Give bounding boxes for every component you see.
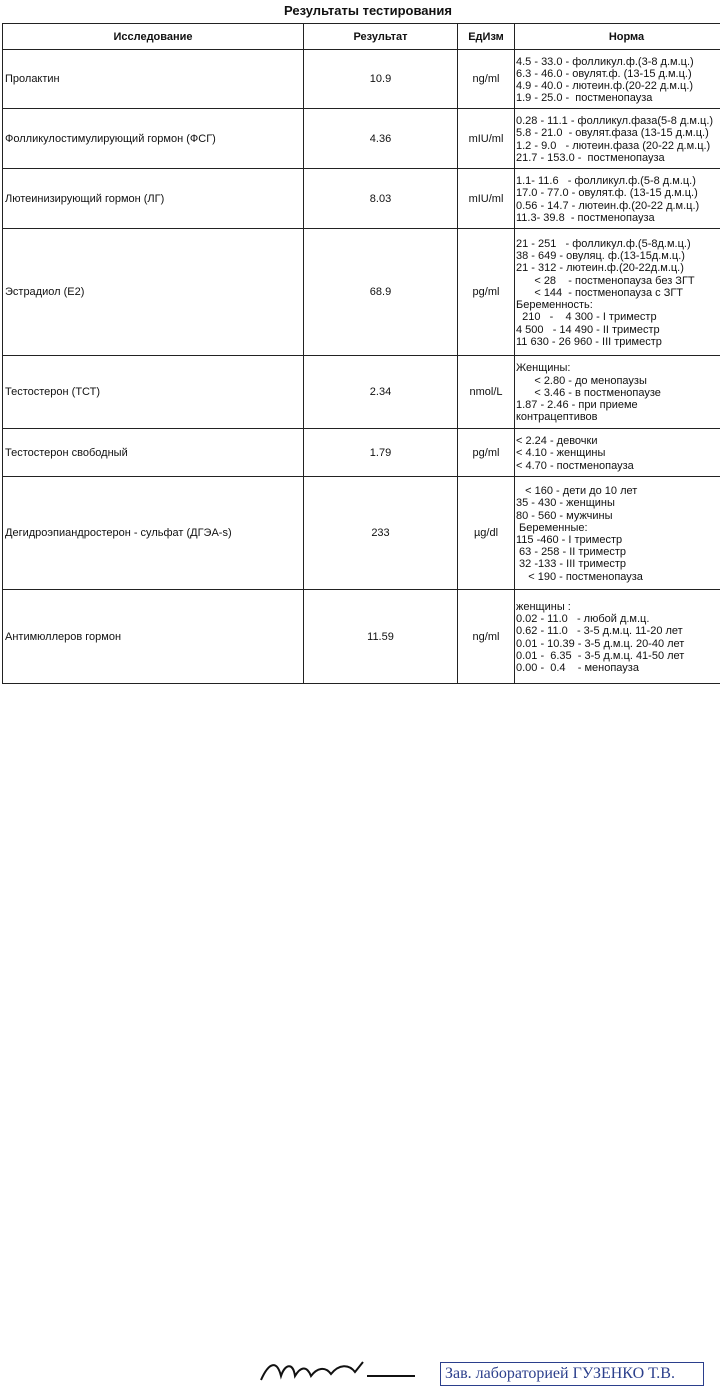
unit-value: nmol/L <box>458 356 515 429</box>
norm-range <box>515 590 720 684</box>
study-name: Пролактин <box>3 50 304 109</box>
norm-line: < 28 - постменопауза без ЗГТ <box>516 275 720 287</box>
norm-line: < 190 - постменопауза <box>516 571 720 583</box>
norm-line: 1.9 - 25.0 - постменопауза <box>516 92 720 104</box>
footer <box>0 680 720 702</box>
norm-range <box>515 109 720 169</box>
norm-line: 35 - 430 - женщины <box>516 497 720 509</box>
signature-mark <box>255 1358 425 1384</box>
norm-line: контрацептивов <box>516 411 720 423</box>
norm-line: 1.2 - 9.0 - лютеин.фаза (20-22 д.м.ц.) <box>516 140 720 152</box>
norm-line: 11 630 - 26 960 - III триместр <box>516 336 720 348</box>
norm-line: 4 500 - 14 490 - II триместр <box>516 324 720 336</box>
norm-line: 21 - 251 - фолликул.ф.(5-8д.м.ц.) <box>516 238 720 250</box>
norm-line: < 160 - дети до 10 лет <box>516 485 720 497</box>
norm-line: < 2.24 - девочки <box>516 435 720 447</box>
table-row <box>3 590 720 684</box>
norm-line: 0.56 - 14.7 - лютеин.ф.(20-22 д.м.ц.) <box>516 200 720 212</box>
header-unit: ЕдИзм <box>458 24 515 50</box>
norm-line: 32 -133 - III триместр <box>516 558 720 570</box>
norm-range <box>515 50 720 109</box>
norm-line: 0.62 - 11.0 - 3-5 д.м.ц. 11-20 лет <box>516 625 720 637</box>
norm-line: 4.5 - 33.0 - фолликул.ф.(3-8 д.м.ц.) <box>516 56 720 68</box>
norm-line: < 144 - постменопауза с ЗГТ <box>516 287 720 299</box>
table-row <box>3 477 720 590</box>
unit-value: ng/ml <box>458 590 515 684</box>
table-row <box>3 109 720 169</box>
norm-line: 21.7 - 153.0 - постменопауза <box>516 152 720 164</box>
norm-line: 1.1- 11.6 - фолликул.ф.(5-8 д.м.ц.) <box>516 175 720 187</box>
norm-line: 0.01 - 6.35 - 3-5 д.м.ц. 41-50 лет <box>516 650 720 662</box>
norm-line: 11.3- 39.8 - постменопауза <box>516 212 720 224</box>
norm-line: 0.01 - 10.39 - 3-5 д.м.ц. 20-40 лет <box>516 638 720 650</box>
norm-range <box>515 169 720 229</box>
norm-line: < 4.10 - женщины <box>516 447 720 459</box>
results-table <box>2 23 720 684</box>
table-row <box>3 169 720 229</box>
norm-range <box>515 429 720 477</box>
norm-line: 0.00 - 0.4 - менопауза <box>516 662 720 674</box>
unit-value: pg/ml <box>458 229 515 356</box>
norm-line: < 2.80 - до менопаузы <box>516 375 720 387</box>
table-row <box>3 356 720 429</box>
norm-line: 1.87 - 2.46 - при приеме <box>516 399 720 411</box>
unit-value: µg/dl <box>458 477 515 590</box>
header-result: Результат <box>304 24 458 50</box>
norm-range <box>515 229 720 356</box>
norm-line: 210 - 4 300 - I триместр <box>516 311 720 323</box>
norm-range <box>515 477 720 590</box>
norm-line: 0.02 - 11.0 - любой д.м.ц. <box>516 613 720 625</box>
unit-value: mIU/ml <box>458 169 515 229</box>
norm-line: < 3.46 - в постменопаузе <box>516 387 720 399</box>
norm-line: 4.9 - 40.0 - лютеин.ф.(20-22 д.м.ц.) <box>516 80 720 92</box>
norm-line: Женщины: <box>516 362 720 374</box>
table-row <box>3 50 720 109</box>
norm-line: женщины : <box>516 601 720 613</box>
norm-line: 5.8 - 21.0 - овулят.фаза (13-15 д.м.ц.) <box>516 127 720 139</box>
unit-value: pg/ml <box>458 429 515 477</box>
result-value: 2.34 <box>304 356 458 429</box>
page-title: Результаты тестирования <box>0 2 720 20</box>
study-name: Тестостерон свободный <box>3 429 304 477</box>
header-study: Исследование <box>3 24 304 50</box>
norm-line: Беременные: <box>516 522 720 534</box>
lab-head-stamp: Зав. лабораторией ГУЗЕНКО Т.В. <box>440 1362 704 1386</box>
norm-range <box>515 356 720 429</box>
study-name: Эстрадиол (Е2) <box>3 229 304 356</box>
study-name: Лютеинизирующий гормон (ЛГ) <box>3 169 304 229</box>
study-name: Антимюллеров гормон <box>3 590 304 684</box>
unit-value: ng/ml <box>458 50 515 109</box>
result-value: 1.79 <box>304 429 458 477</box>
norm-line: 38 - 649 - овуляц. ф.(13-15д.м.ц.) <box>516 250 720 262</box>
result-value: 4.36 <box>304 109 458 169</box>
norm-line: 63 - 258 - II триместр <box>516 546 720 558</box>
study-name: Дегидроэпиандростерон - сульфат (ДГЭА-s) <box>3 477 304 590</box>
study-name: Тестостерон (ТСТ) <box>3 356 304 429</box>
result-value: 233 <box>304 477 458 590</box>
unit-value: mIU/ml <box>458 109 515 169</box>
norm-line: 115 -460 - I триместр <box>516 534 720 546</box>
table-row <box>3 429 720 477</box>
norm-line: 17.0 - 77.0 - овулят.ф. (13-15 д.м.ц.) <box>516 187 720 199</box>
norm-line: 6.3 - 46.0 - овулят.ф. (13-15 д.м.ц.) <box>516 68 720 80</box>
norm-line: 21 - 312 - лютеин.ф.(20-22д.м.ц.) <box>516 262 720 274</box>
result-value: 8.03 <box>304 169 458 229</box>
norm-line: < 4.70 - постменопауза <box>516 460 720 472</box>
norm-line: 0.28 - 11.1 - фолликул.фаза(5-8 д.м.ц.) <box>516 115 720 127</box>
norm-line: Беременность: <box>516 299 720 311</box>
result-value: 68.9 <box>304 229 458 356</box>
header-norm: Норма <box>515 24 720 50</box>
norm-line: 80 - 560 - мужчины <box>516 510 720 522</box>
result-value: 11.59 <box>304 590 458 684</box>
study-name: Фолликулостимулирующий гормон (ФСГ) <box>3 109 304 169</box>
table-header <box>3 24 720 50</box>
result-value: 10.9 <box>304 50 458 109</box>
table-row <box>3 229 720 356</box>
